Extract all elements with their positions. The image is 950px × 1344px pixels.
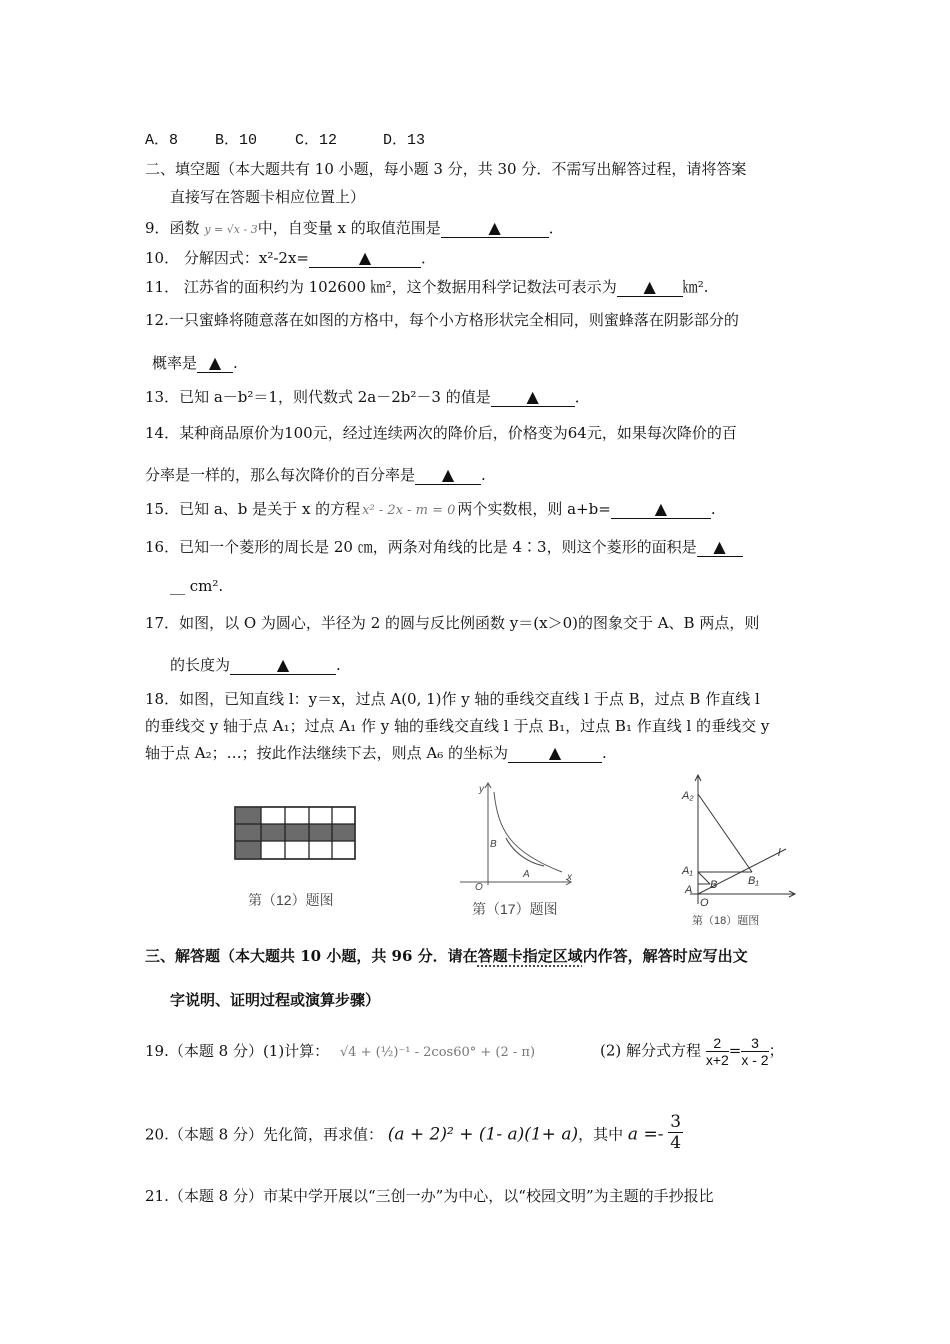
question-21: 21.（本题 8 分）市某中学开展以“三创一办”为中心，以“校园文明”为主题的手抄报比 — [145, 1187, 714, 1205]
q20-expression: (a + 2)² + (1- a)(1+ a) — [387, 1124, 579, 1145]
answer-mark: ▲ — [441, 465, 455, 484]
fig18-label-a: A — [685, 884, 693, 896]
answer-mark: ▲ — [548, 743, 562, 762]
section3-heading-line2: 字说明、证明过程或演算步骤） — [170, 991, 381, 1009]
choice-c: C．12 — [295, 132, 338, 149]
q20-fraction: $\frac{3}{4}$ — [670, 1112, 682, 1153]
fig17-label-b: B — [490, 839, 497, 850]
question-13: 13．已知 a－b²＝1，则代数式 2a－2b²－3 的值是 ▲ ． — [145, 387, 590, 406]
question-17: 17．如图，以 O 为圆心，半径为 2 的圆与反比例函数 y＝(x＞0)的图象交于 A、B 两点，则 — [145, 614, 760, 632]
choice-a: A．8 — [145, 132, 179, 149]
fig18-label-a1: A₁ — [682, 865, 693, 877]
question-15: 15．已知 a、b 是关于 x 的方程 x² - 2x - m = 0 两个实数根，则 a+b= ▲ . — [145, 499, 716, 518]
section3-heading-line1: 三、解答题（本大题共 10 小题，共 96 分．请在答题卡指定区域内作答，解答时应写出文 — [145, 947, 748, 965]
question-20: 20.（本题 8 分）先化简，再求值： (a + 2)² + (1- a)(1+ a)，其中 a =- $\frac{3}{4}$ — [145, 1112, 682, 1153]
question-17-line2: 的长度为 ▲ . — [170, 655, 341, 674]
question-18-line3: 轴于点 A₂；…；按此作法继续下去，则点 A₆ 的坐标为 ▲ . — [145, 743, 607, 762]
section2-heading-line2: 直接写在答题卡相应位置上） — [170, 188, 366, 206]
question-14: 14．某种商品原价为100元，经过连续两次的降价后，价格变为64元，如果每次降价的百 — [145, 424, 737, 442]
answer-mark: ▲ — [643, 277, 656, 296]
answer-mark: ▲ — [654, 499, 667, 518]
question-12: 12.一只蜜蜂将随意落在如图的方格中，每个小方格形状完全相同，则蜜蜂落在阴影部分的 — [145, 311, 739, 329]
choice-b: B．10 — [215, 132, 258, 149]
question-16: 16．已知一个菱形的周长是 20 ㎝，两条对角线的比是 4∶3，则这个菱形的面积是 ▲ — [145, 536, 743, 557]
fig18-label-a2: A₂ — [682, 790, 694, 802]
answer-mark: ▲ — [276, 655, 290, 674]
answer-mark: ▲ — [488, 218, 501, 237]
q19-fraction-2: $\frac{3}{x - 2}$ — [741, 1035, 769, 1068]
fig18-label-b1: B₁ — [748, 875, 759, 887]
answer-mark: ▲ — [713, 537, 726, 556]
fig18-label-l: l — [778, 847, 781, 859]
q9-formula: y = √x - 3 — [204, 223, 258, 236]
question-18: 18．如图，已知直线 l：y＝x，过点 A(0, 1)作 y 轴的垂线交直线 l 于点 B，过点 B 作直线 l — [145, 690, 760, 708]
question-10: 10． 分解因式：x²-2x= ▲ ． — [145, 248, 437, 267]
figure-17-caption: 第（17）题图 — [472, 901, 558, 917]
figure-17-graph — [450, 780, 575, 892]
choice-d: D．13 — [383, 132, 426, 149]
q20-variable: a =- — [627, 1124, 664, 1145]
fig17-label-o: O — [475, 882, 483, 892]
question-18-line2: 的垂线交 y 轴于点 A₁；过点 A₁ 作 y 轴的垂线交直线 l 于点 B₁，过点 B₁ 作直线 l 的垂线交 y — [145, 717, 770, 735]
answer-mark: ▲ — [358, 248, 372, 267]
question-11: 11． 江苏省的面积约为 102600 ㎞²，这个数据用科学记数法可表示为 ▲ ㎞². — [145, 277, 709, 296]
fig17-label-x: x — [567, 872, 572, 883]
fig17-label-y: y — [479, 784, 484, 795]
fig18-label-b: B — [710, 879, 718, 891]
figure-12-caption: 第（12）题图 — [248, 892, 334, 908]
section3-emphasis: 答题卡指定区域 — [477, 947, 583, 965]
answer-mark: ▲ — [208, 353, 222, 372]
q19-expression: √4 + (½)⁻¹ - 2cos60° + (2 - π) — [339, 1045, 536, 1060]
question-9: 9．函数 y = √x - 3中，自变量 x 的取值范围是 ▲ ． — [145, 218, 564, 237]
question-14-line2: 分率是一样的，那么每次降价的百分率是 ▲ . — [145, 465, 486, 484]
question-16-line2: __ cm². — [170, 577, 224, 595]
question-12-line2: 概率是 ▲ . — [152, 353, 238, 372]
question-19: 19.（本题 8 分）(1)计算： √4 + (½)⁻¹ - 2cos60° + (2 - π) — [145, 1042, 536, 1060]
q19-fraction-1: $\frac{2}{x+2}$ — [705, 1035, 729, 1068]
fig18-label-o: O — [700, 897, 709, 909]
figure-18-caption: 第（18）题图 — [692, 915, 760, 927]
answer-mark: ▲ — [526, 387, 539, 406]
figure-18-graph — [676, 772, 801, 912]
choices-row — [145, 128, 425, 149]
question-19-part2: (2) 解分式方程 $\frac{2}{x+2}$ = $\frac{3}{x - 2}$ ； — [600, 1035, 784, 1068]
q15-formula: x² - 2x - m = 0 — [362, 503, 456, 518]
section2-heading-line1: 二、填空题（本大题共有 10 小题，每小题 3 分，共 30 分．不需写出解答过程，请将答案 — [145, 160, 747, 178]
fig17-label-a: A — [523, 869, 530, 880]
figure-12-grid — [233, 805, 358, 862]
